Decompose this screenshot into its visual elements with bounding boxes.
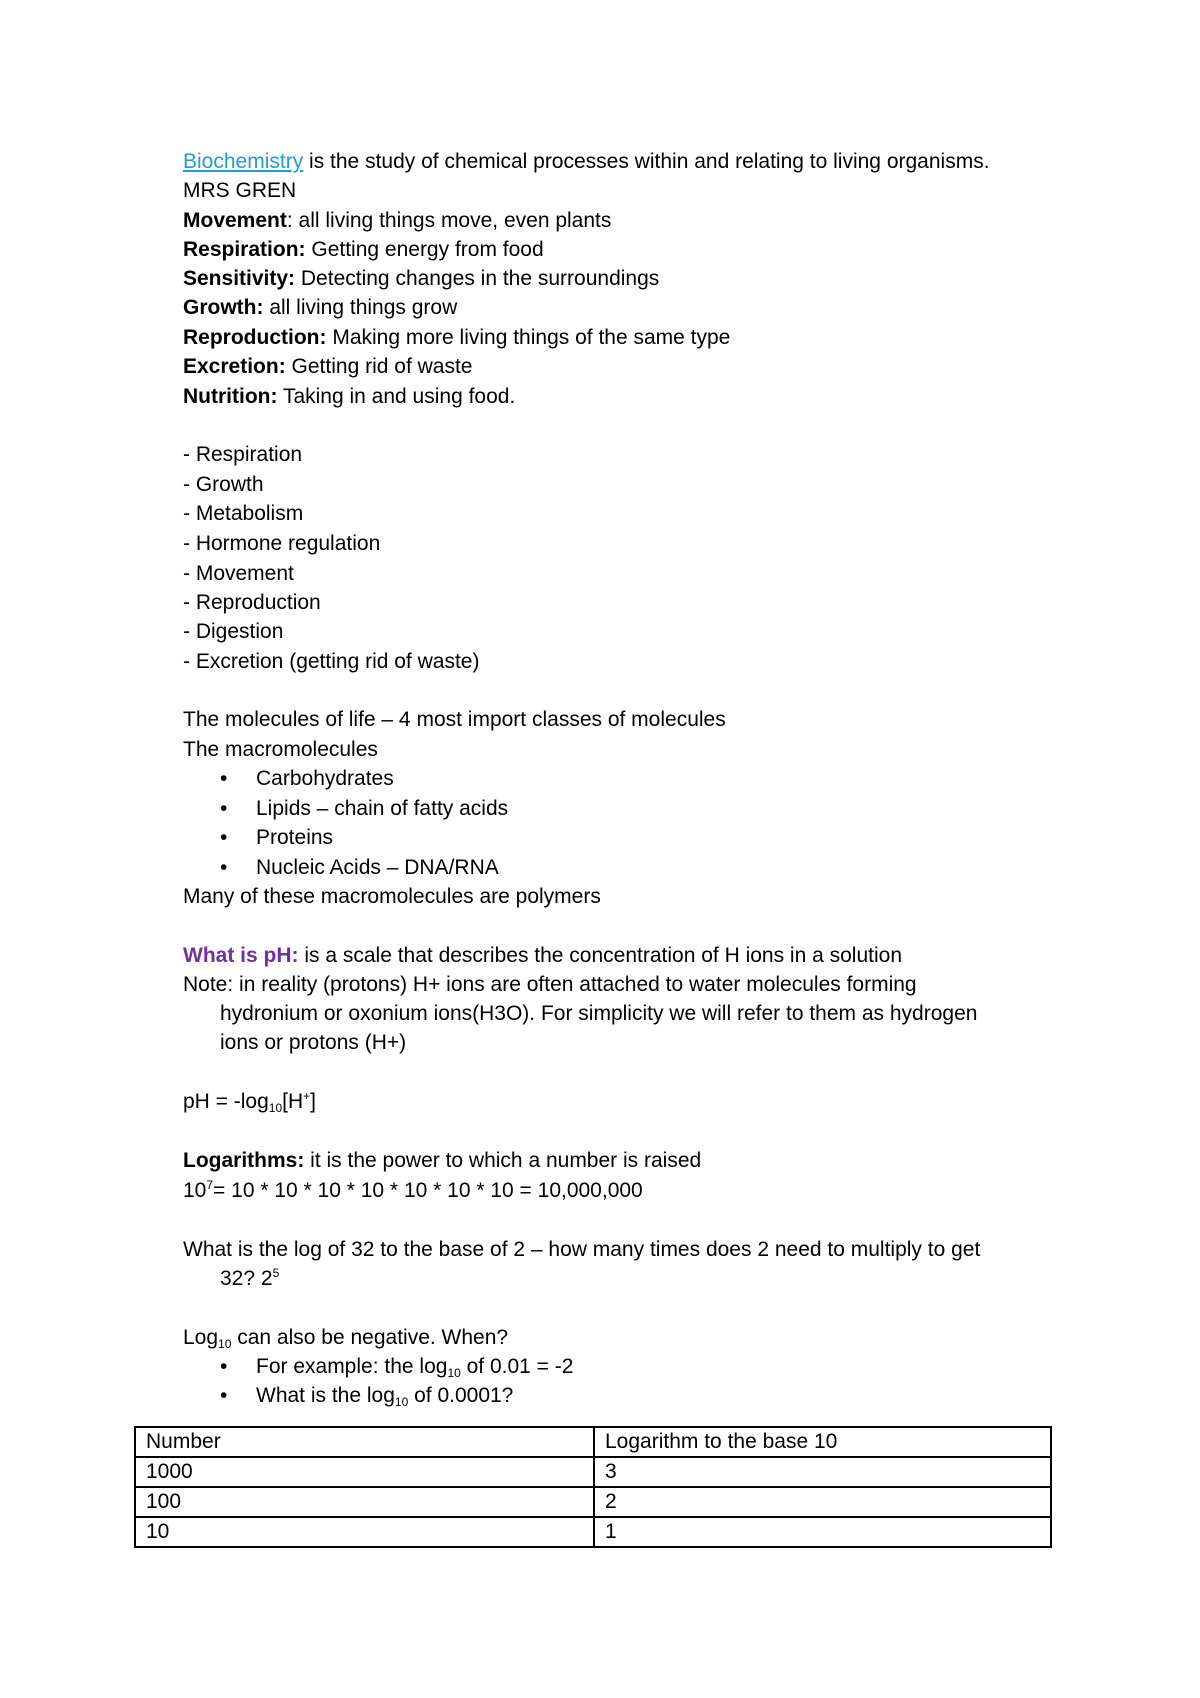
formula-subscript: 10 — [268, 1101, 283, 1115]
table-cell: 3 — [594, 1457, 1051, 1487]
bullet-icon: • — [220, 1355, 228, 1378]
formula-part: pH = -log — [183, 1090, 269, 1113]
table-header-cell: Number — [135, 1427, 594, 1457]
question-exponent: 5 — [272, 1266, 280, 1280]
term: Movement — [183, 209, 287, 232]
dash-list-item: - Movement — [183, 562, 294, 585]
ph-note-line: ions or protons (H+) — [220, 1031, 407, 1054]
formula-part: ] — [310, 1090, 317, 1113]
bullet-part: of 0.01 = -2 — [460, 1355, 574, 1378]
logarithms-desc: it is the power to which a number is raised — [304, 1149, 702, 1172]
mrs-gren-item — [183, 206, 611, 236]
definition: Detecting changes in the surroundings — [300, 267, 660, 290]
table-row — [135, 1487, 1051, 1517]
neg-text: can also be negative. When? — [231, 1326, 509, 1349]
ph-formula — [183, 1087, 316, 1117]
bullet-text — [256, 1352, 573, 1382]
bullet-icon: • — [220, 767, 228, 790]
bullet-part: What is the log — [256, 1384, 395, 1407]
bullet-text — [256, 1381, 513, 1411]
bullet-text: Nucleic Acids – DNA/RNA — [256, 856, 499, 879]
term: Reproduction: — [183, 326, 327, 349]
neg-subscript: 10 — [218, 1337, 232, 1351]
bullet-subscript: 10 — [394, 1395, 409, 1409]
table-cell: 1000 — [135, 1457, 594, 1487]
biochemistry-link[interactable]: Biochemistry — [183, 150, 304, 173]
molecules-heading: The molecules of life – 4 most import classes of molecules — [183, 708, 726, 731]
bullet-text: Lipids – chain of fatty acids — [256, 797, 509, 820]
polymers-note: Many of these macromolecules are polymers — [183, 885, 601, 908]
formula-part: [H — [282, 1090, 304, 1113]
dash-list-item: - Excretion (getting rid of waste) — [183, 650, 480, 673]
logarithms-label: Logarithms: — [183, 1149, 305, 1172]
example-base: 10 — [183, 1179, 207, 1202]
dash-list-item: - Reproduction — [183, 591, 321, 614]
dash-list-item: - Digestion — [183, 620, 284, 643]
term: Sensitivity: — [183, 267, 296, 290]
ph-label: What is pH: — [183, 944, 299, 967]
bullet-text: Proteins — [256, 826, 334, 849]
macromolecules-label: The macromolecules — [183, 738, 378, 761]
term: Nutrition: — [183, 385, 278, 408]
definition: all living things grow — [269, 296, 458, 319]
power-example — [183, 1176, 643, 1206]
question-text: 32? 2 — [220, 1267, 273, 1290]
definition: Making more living things of the same type — [332, 326, 731, 349]
table-header-cell: Logarithm to the base 10 — [594, 1427, 1051, 1457]
dash-list-item: - Metabolism — [183, 502, 304, 525]
definition: all living things move, even plants — [298, 209, 612, 232]
mrs-gren-item — [183, 382, 515, 412]
table-row — [135, 1517, 1051, 1547]
mrs-gren-item — [183, 264, 659, 294]
table-row — [135, 1457, 1051, 1487]
mrs-gren-item — [183, 323, 730, 353]
example-rest: = 10 * 10 * 10 * 10 * 10 * 10 * 10 = 10,000,000 — [213, 1179, 643, 1202]
bullet-part: For example: the log — [256, 1355, 448, 1378]
table-cell: 10 — [135, 1517, 594, 1547]
negative-log-line — [183, 1323, 508, 1353]
definition: Getting energy from food — [311, 238, 544, 261]
bullet-icon: • — [220, 826, 228, 849]
logarithms-definition — [183, 1146, 701, 1176]
separator: : — [286, 209, 299, 232]
dash-list-item: - Respiration — [183, 443, 303, 466]
log-question-line: What is the log of 32 to the base of 2 – how many times does 2 need to multiply to get — [183, 1238, 981, 1261]
bullet-part: of 0.0001? — [408, 1384, 514, 1407]
logarithm-table — [134, 1426, 1052, 1548]
term: Growth: — [183, 296, 264, 319]
term: Respiration: — [183, 238, 306, 261]
example-exponent: 7 — [206, 1178, 214, 1192]
log-question-line — [220, 1264, 279, 1294]
dash-list-item: - Hormone regulation — [183, 532, 381, 555]
table-cell: 2 — [594, 1487, 1051, 1517]
mrs-gren-item — [183, 293, 457, 323]
ph-definition — [183, 941, 902, 971]
table-cell: 100 — [135, 1487, 594, 1517]
dash-list-item: - Growth — [183, 473, 264, 496]
bullet-icon: • — [220, 856, 228, 879]
ph-desc: is a scale that describes the concentration of H ions in a solution — [298, 944, 903, 967]
table-header-row — [135, 1427, 1051, 1457]
table-cell: 1 — [594, 1517, 1051, 1547]
mrs-gren-item — [183, 235, 544, 265]
intro-line — [183, 147, 990, 177]
mrs-gren-title: MRS GREN — [183, 179, 297, 202]
bullet-icon: • — [220, 797, 228, 820]
definition: Getting rid of waste — [291, 355, 473, 378]
formula-superscript: + — [303, 1089, 311, 1103]
ph-note-line: Note: in reality (protons) H+ ions are often attached to water molecules forming — [183, 973, 917, 996]
term: Excretion: — [183, 355, 286, 378]
bullet-text: Carbohydrates — [256, 767, 394, 790]
definition: Taking in and using food. — [282, 385, 516, 408]
ph-note-line: hydronium or oxonium ions(H3O). For simplicity we will refer to them as hydrogen — [220, 1002, 978, 1025]
neg-text: Log — [183, 1326, 219, 1349]
bullet-icon: • — [220, 1384, 228, 1407]
bullet-subscript: 10 — [447, 1366, 461, 1380]
intro-text: is the study of chemical processes within and relating to living organisms. — [303, 150, 990, 173]
mrs-gren-item — [183, 352, 472, 382]
